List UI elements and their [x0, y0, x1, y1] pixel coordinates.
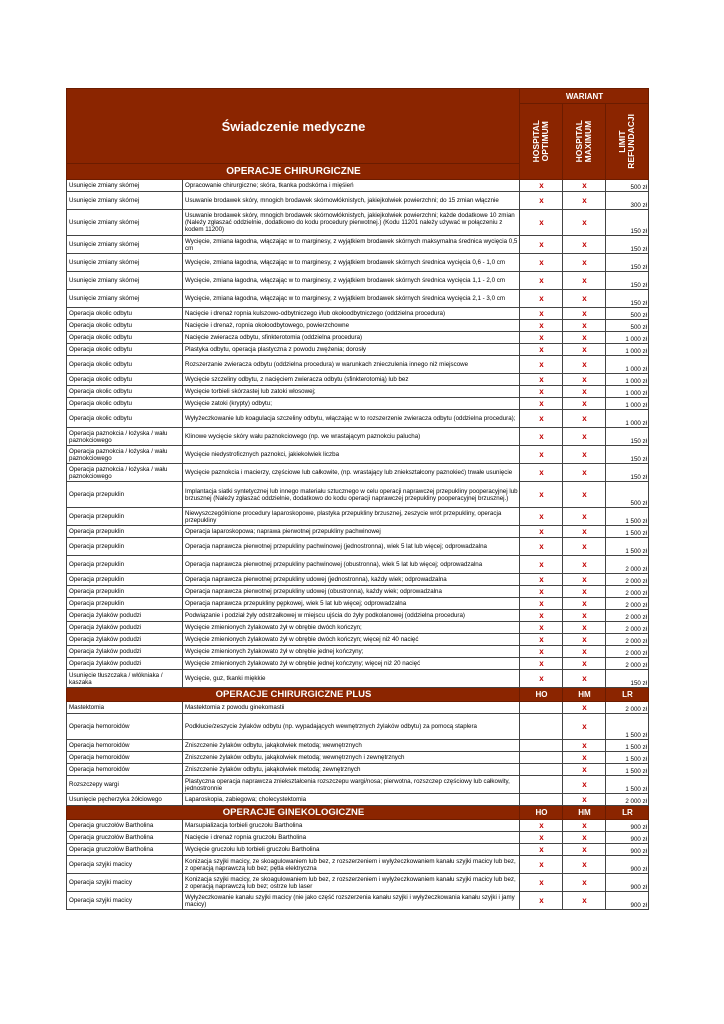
limit-cell: 2 000 zł — [606, 556, 649, 574]
col-hospital-maximum: HOSPITAL MAXIMUM — [563, 104, 606, 180]
limit-cell: 1 500 zł — [606, 752, 649, 764]
table-row — [67, 446, 649, 464]
table-row — [67, 586, 649, 598]
optimum-mark: x — [520, 410, 563, 428]
table-row — [67, 398, 649, 410]
section-col-hm: HM — [563, 806, 606, 820]
table-row — [67, 658, 649, 670]
procedure-cell: Wycięcie zmienionych żylakowato żył w obrębie jednej kończyny; więcej niż 20 nacięć — [183, 658, 520, 670]
maximum-mark: x — [563, 764, 606, 776]
optimum-mark: x — [520, 820, 563, 832]
maximum-mark: x — [563, 210, 606, 236]
limit-cell: 500 zł — [606, 482, 649, 508]
category-cell: Mastektomia — [67, 702, 183, 714]
limit-cell: 2 000 zł — [606, 610, 649, 622]
maximum-mark: x — [563, 586, 606, 598]
maximum-mark: x — [563, 254, 606, 272]
procedure-cell: Operacja laparoskopowa; naprawa pierwotnej przepukliny pachwinowej — [183, 526, 520, 538]
maximum-mark: x — [563, 714, 606, 740]
section-title: OPERACJE GINEKOLOGICZNE — [67, 806, 520, 820]
procedure-cell: Rozszerzanie zwieracza odbytu (oddzielna procedura) w warunkach znieczulenia innego niż miejscowe — [183, 356, 520, 374]
category-cell: Operacja okolic odbytu — [67, 386, 183, 398]
limit-cell: 150 zł — [606, 210, 649, 236]
maximum-mark: x — [563, 794, 606, 806]
maximum-mark: x — [563, 820, 606, 832]
limit-cell: 2 000 zł — [606, 634, 649, 646]
procedure-cell: Operacja naprawcza pierwotnej przepukliny pachwinowej (jednostronna), wiek 5 lat lub więcej; odprowadzalna — [183, 538, 520, 556]
limit-cell: 150 zł — [606, 290, 649, 308]
optimum-mark: x — [520, 308, 563, 320]
limit-cell: 500 zł — [606, 320, 649, 332]
procedure-cell: Plastyka odbytu, operacja plastyczna z powodu zwężenia; dorosły — [183, 344, 520, 356]
section-col-hm: HM — [563, 688, 606, 702]
table-row — [67, 210, 649, 236]
maximum-mark: x — [563, 634, 606, 646]
procedure-cell: Wycięcie, zmiana łagodna, włączając w to marginesy, z wyjątkiem brodawek skórnych średnica wycięcia 2,1 - 3,0 cm — [183, 290, 520, 308]
section-col-lr: LR — [606, 806, 649, 820]
optimum-mark: x — [520, 586, 563, 598]
optimum-mark: x — [520, 574, 563, 586]
limit-cell: 2 000 zł — [606, 586, 649, 598]
optimum-mark: x — [520, 254, 563, 272]
category-cell: Operacja okolic odbytu — [67, 308, 183, 320]
optimum-mark: x — [520, 556, 563, 574]
table-row — [67, 508, 649, 526]
table-row — [67, 794, 649, 806]
limit-cell: 150 zł — [606, 670, 649, 688]
benefits-document — [66, 88, 648, 910]
procedure-cell: Mastektomia z powodu ginekomastii — [183, 702, 520, 714]
limit-cell: 1 000 zł — [606, 332, 649, 344]
optimum-mark: x — [520, 180, 563, 192]
procedure-cell: Wycięcie paznokcia i macierzy, częściowe lub całkowite, (np. wrastający lub zniekształcony paznokieć) trwałe usunięcie — [183, 464, 520, 482]
limit-cell: 1 500 zł — [606, 740, 649, 752]
table-row — [67, 290, 649, 308]
table-row — [67, 874, 649, 892]
maximum-mark: x — [563, 574, 606, 586]
optimum-mark — [520, 764, 563, 776]
optimum-mark — [520, 702, 563, 714]
procedure-cell: Wycięcie, guz, tkanki miękkie — [183, 670, 520, 688]
table-row — [67, 832, 649, 844]
optimum-mark: x — [520, 290, 563, 308]
maximum-mark: x — [563, 740, 606, 752]
maximum-mark: x — [563, 752, 606, 764]
limit-cell: 150 zł — [606, 446, 649, 464]
table-row — [67, 634, 649, 646]
limit-cell: 1 500 zł — [606, 508, 649, 526]
procedure-cell: Zniszczenie żylaków odbytu, jakąkolwiek metodą; zewnętrznych — [183, 764, 520, 776]
limit-cell: 1 000 zł — [606, 398, 649, 410]
table-row — [67, 538, 649, 556]
procedure-cell: Wyłyżeczkowanie lub koagulacja szczeliny odbytu, włączając w to rozszerzenie zwieracza odbytu (oddzielna procedura); — [183, 410, 520, 428]
limit-cell: 150 zł — [606, 272, 649, 290]
maximum-mark: x — [563, 192, 606, 210]
limit-cell: 1 500 zł — [606, 776, 649, 794]
maximum-mark: x — [563, 832, 606, 844]
section-col-lr: LR — [606, 688, 649, 702]
limit-cell: 150 zł — [606, 254, 649, 272]
table-row — [67, 610, 649, 622]
procedure-cell: Wycięcie zmienionych żylakowato żył w obrębie dwóch kończyn; — [183, 622, 520, 634]
optimum-mark — [520, 776, 563, 794]
category-cell: Operacja żylaków podudzi — [67, 658, 183, 670]
optimum-mark: x — [520, 428, 563, 446]
optimum-mark: x — [520, 538, 563, 556]
maximum-mark: x — [563, 446, 606, 464]
category-cell: Operacja okolic odbytu — [67, 344, 183, 356]
optimum-mark: x — [520, 374, 563, 386]
limit-cell: 1 500 zł — [606, 764, 649, 776]
table-row — [67, 464, 649, 482]
procedure-cell: Podwiązanie i podział żyły odstrzałkowej w miejscu ujścia do żyły podkolanowej (oddzielna procedura) — [183, 610, 520, 622]
category-cell: Operacja szyjki macicy — [67, 856, 183, 874]
limit-cell: 900 zł — [606, 832, 649, 844]
category-cell: Usunięcie zmiany skórnej — [67, 290, 183, 308]
table-row — [67, 740, 649, 752]
limit-cell: 2 000 zł — [606, 702, 649, 714]
limit-cell: 500 zł — [606, 180, 649, 192]
maximum-mark: x — [563, 344, 606, 356]
optimum-mark: x — [520, 856, 563, 874]
table-row — [67, 702, 649, 714]
procedure-cell: Wycięcie torbieli skórzastej lub zatoki włosowej; — [183, 386, 520, 398]
table-row — [67, 308, 649, 320]
table-row — [67, 356, 649, 374]
optimum-mark — [520, 714, 563, 740]
category-cell: Usunięcie zmiany skórnej — [67, 254, 183, 272]
maximum-mark: x — [563, 308, 606, 320]
limit-cell: 1 500 zł — [606, 526, 649, 538]
limit-cell: 900 zł — [606, 874, 649, 892]
category-cell: Operacja przepuklin — [67, 508, 183, 526]
limit-cell: 2 000 zł — [606, 794, 649, 806]
maximum-mark: x — [563, 856, 606, 874]
limit-cell: 900 zł — [606, 892, 649, 910]
table-row — [67, 254, 649, 272]
maximum-mark: x — [563, 874, 606, 892]
category-cell: Operacja żylaków podudzi — [67, 610, 183, 622]
optimum-mark — [520, 794, 563, 806]
maximum-mark: x — [563, 508, 606, 526]
section-title: OPERACJE CHIRURGICZNE — [67, 164, 520, 180]
table-row — [67, 272, 649, 290]
optimum-mark: x — [520, 356, 563, 374]
category-cell: Operacja okolic odbytu — [67, 398, 183, 410]
procedure-cell: Wycięcie, zmiana łagodna, włączając w to marginesy, z wyjątkiem brodawek skórnych maksymalna średnica wycięcia 0,5 cm — [183, 236, 520, 254]
procedure-cell: Wycięcie zatoki (krypty) odbytu; — [183, 398, 520, 410]
procedure-cell: Wycięcie zmienionych żylakowato żył w obrębie dwóch kończyn; więcej niż 40 nacięć — [183, 634, 520, 646]
category-cell: Operacja szyjki macicy — [67, 874, 183, 892]
table-row — [67, 646, 649, 658]
optimum-mark: x — [520, 464, 563, 482]
limit-cell: 2 000 zł — [606, 598, 649, 610]
table-row — [67, 714, 649, 740]
optimum-mark: x — [520, 332, 563, 344]
procedure-cell: Wycięcie, zmiana łagodna, włączając w to marginesy, z wyjątkiem brodawek skórnych średnica wycięcia 1,1 - 2,0 cm — [183, 272, 520, 290]
table-row — [67, 556, 649, 574]
limit-cell: 900 zł — [606, 844, 649, 856]
table-row — [67, 386, 649, 398]
optimum-mark: x — [520, 658, 563, 670]
maximum-mark: x — [563, 386, 606, 398]
limit-cell: 2 000 zł — [606, 646, 649, 658]
optimum-mark: x — [520, 320, 563, 332]
procedure-cell: Operacja naprawcza przepukliny pępkowej, wiek 5 lat lub więcej; odprowadzalna — [183, 598, 520, 610]
procedure-cell: Implantacja siatki syntetycznej lub innego materiału sztucznego w celu operacji naprawczej przepukliny pooperacyjnej lub brzusznej (Należy zgłaszać oddzielnie, dodatkowo do kodu operacji naprawczej przepukliny pooperacyjnej brzusznej.) — [183, 482, 520, 508]
optimum-mark: x — [520, 386, 563, 398]
limit-cell: 500 zł — [606, 308, 649, 320]
category-cell: Operacja hemoroidów — [67, 764, 183, 776]
maximum-mark: x — [563, 598, 606, 610]
maximum-mark: x — [563, 320, 606, 332]
category-cell: Usunięcie zmiany skórnej — [67, 192, 183, 210]
category-cell: Operacja paznokcia / łożyska / wału paznokciowego — [67, 446, 183, 464]
section-title: OPERACJE CHIRURGICZNE PLUS — [67, 688, 520, 702]
procedure-cell: Konizacja szyjki macicy, ze skoagulowaniem lub bez, z rozszerzeniem i wyłyżeczkowaniem kanału szyjki macicy lub bez, z operacją naprawczą lub bez; ostrze lub laser — [183, 874, 520, 892]
category-cell: Operacja hemoroidów — [67, 740, 183, 752]
maximum-mark: x — [563, 844, 606, 856]
category-cell: Operacja paznokcia / łożyska / wału paznokciowego — [67, 428, 183, 446]
optimum-mark: x — [520, 236, 563, 254]
procedure-cell: Podkłucie/zeszycie żylaków odbytu (np. wypadających wewnętrznych żylaków odbytu) za pomocą staplera — [183, 714, 520, 740]
procedure-cell: Operacja naprawcza pierwotnej przepukliny udowej (obustronna), każdy wiek; odprowadzalna — [183, 586, 520, 598]
optimum-mark: x — [520, 832, 563, 844]
table-row — [67, 526, 649, 538]
category-cell: Rozszczepy wargi — [67, 776, 183, 794]
category-cell: Operacja hemoroidów — [67, 752, 183, 764]
category-cell: Operacja okolic odbytu — [67, 332, 183, 344]
procedure-cell: Wycięcie zmienionych żylakowato żył w obrębie jednej kończyny; — [183, 646, 520, 658]
limit-cell: 900 zł — [606, 820, 649, 832]
category-cell: Operacja gruczołów Bartholina — [67, 832, 183, 844]
category-cell: Operacja przepuklin — [67, 598, 183, 610]
maximum-mark: x — [563, 290, 606, 308]
maximum-mark: x — [563, 658, 606, 670]
table-row — [67, 752, 649, 764]
limit-cell: 1 000 zł — [606, 374, 649, 386]
procedure-cell: Klinowe wycięcie skóry wału paznokciowego (np. we wrastającym paznokciu palucha) — [183, 428, 520, 446]
category-cell: Operacja gruczołów Bartholina — [67, 844, 183, 856]
maximum-mark: x — [563, 646, 606, 658]
optimum-mark: x — [520, 508, 563, 526]
category-cell: Operacja gruczołów Bartholina — [67, 820, 183, 832]
table-row — [67, 574, 649, 586]
limit-cell: 300 zł — [606, 192, 649, 210]
table-row — [67, 192, 649, 210]
procedure-cell: Nacięcie i drenaż ropnia kulszowo-odbytniczego i/lub okołoodbytniczego (oddzielna procedura) — [183, 308, 520, 320]
table-row — [67, 892, 649, 910]
procedure-cell: Nacięcie zwieracza odbytu, sfinkterotomia (oddzielna procedura) — [183, 332, 520, 344]
category-cell: Operacja okolic odbytu — [67, 320, 183, 332]
maximum-mark: x — [563, 776, 606, 794]
category-cell: Operacja przepuklin — [67, 574, 183, 586]
category-cell: Usunięcie tłuszczaka / włókniaka / kaszaka — [67, 670, 183, 688]
category-cell: Usunięcie zmiany skórnej — [67, 210, 183, 236]
table-row — [67, 598, 649, 610]
table-row — [67, 344, 649, 356]
limit-cell: 1 000 zł — [606, 386, 649, 398]
table-row — [67, 856, 649, 874]
table-row — [67, 622, 649, 634]
limit-cell: 1 000 zł — [606, 344, 649, 356]
procedure-cell: Plastyczna operacja naprawcza zniekształcenia rozszczepu wargi/nosa; pierwotna, rozszczep częściowy lub całkowity, jednostronnie — [183, 776, 520, 794]
procedure-cell: Wycięcie szczeliny odbytu, z nacięciem zwieracza odbytu (sfinkterotomią) lub bez — [183, 374, 520, 386]
table-row — [67, 764, 649, 776]
procedure-cell: Operacja naprawcza pierwotnej przepukliny pachwinowej (obustronna), wiek 5 lat lub więcej; odprowadzalna — [183, 556, 520, 574]
category-cell: Usunięcie zmiany skórnej — [67, 236, 183, 254]
category-cell: Operacja przepuklin — [67, 586, 183, 598]
limit-cell: 1 500 zł — [606, 714, 649, 740]
category-cell: Operacja żylaków podudzi — [67, 634, 183, 646]
limit-cell: 2 000 zł — [606, 658, 649, 670]
optimum-mark — [520, 752, 563, 764]
maximum-mark: x — [563, 236, 606, 254]
section-col-ho: HO — [520, 806, 563, 820]
category-cell: Operacja żylaków podudzi — [67, 646, 183, 658]
maximum-mark: x — [563, 272, 606, 290]
maximum-mark: x — [563, 180, 606, 192]
procedure-cell: Operacja naprawcza pierwotnej przepukliny udowej (jednostronna), każdy wiek; odprowadzalna — [183, 574, 520, 586]
category-cell: Operacja okolic odbytu — [67, 356, 183, 374]
maximum-mark: x — [563, 538, 606, 556]
category-cell: Usunięcie zmiany skórnej — [67, 180, 183, 192]
procedure-cell: Nacięcie i drenaż, ropnia okołoodbytowego, powierzchowne — [183, 320, 520, 332]
optimum-mark: x — [520, 272, 563, 290]
maximum-mark: x — [563, 670, 606, 688]
optimum-mark: x — [520, 446, 563, 464]
procedure-cell: Wycięcie gruczołu lub torbieli gruczołu Bartholina — [183, 844, 520, 856]
maximum-mark: x — [563, 702, 606, 714]
maximum-mark: x — [563, 428, 606, 446]
procedure-cell: Zniszczenie żylaków odbytu, jakąkolwiek metodą; wewnętrznych — [183, 740, 520, 752]
category-cell: Operacja przepuklin — [67, 526, 183, 538]
optimum-mark: x — [520, 874, 563, 892]
procedure-cell: Konizacja szyjki macicy, ze skoagulowaniem lub bez, z rozszerzeniem i wyłyżeczkowaniem kanału szyjki macicy lub bez, z operacją naprawczą lub bez; pętla elektryczna — [183, 856, 520, 874]
category-cell: Operacja szyjki macicy — [67, 892, 183, 910]
category-cell: Operacja paznokcia / łożyska / wału paznokciowego — [67, 464, 183, 482]
optimum-mark: x — [520, 892, 563, 910]
optimum-mark: x — [520, 210, 563, 236]
optimum-mark: x — [520, 634, 563, 646]
procedure-cell: Laparoskopia, zabiegowa; cholecystektomia — [183, 794, 520, 806]
optimum-mark: x — [520, 610, 563, 622]
optimum-mark: x — [520, 598, 563, 610]
limit-cell: 150 zł — [606, 236, 649, 254]
optimum-mark: x — [520, 344, 563, 356]
limit-cell: 1 000 zł — [606, 356, 649, 374]
table-row — [67, 236, 649, 254]
maximum-mark: x — [563, 398, 606, 410]
table-row — [67, 374, 649, 386]
procedure-cell: Nacięcie i drenaż ropnia gruczołu Bartholina — [183, 832, 520, 844]
optimum-mark: x — [520, 670, 563, 688]
table-row — [67, 776, 649, 794]
limit-cell: 1 000 zł — [606, 410, 649, 428]
table-title: Świadczenie medyczne — [67, 89, 520, 164]
procedure-cell: Zniszczenie żylaków odbytu, jakąkolwiek metodą; wewnętrznych i zewnętrznych — [183, 752, 520, 764]
procedure-cell: Marsupializacja torbieli gruczołu Bartholina — [183, 820, 520, 832]
maximum-mark: x — [563, 410, 606, 428]
col-limit-refundacji: LIMIT REFUNDACJI — [606, 104, 649, 180]
section-header-row — [67, 806, 649, 820]
optimum-mark: x — [520, 844, 563, 856]
category-cell: Operacja hemoroidów — [67, 714, 183, 740]
table-row — [67, 180, 649, 192]
limit-cell: 900 zł — [606, 856, 649, 874]
maximum-mark: x — [563, 622, 606, 634]
category-cell: Usunięcie pęcherzyka żółciowego — [67, 794, 183, 806]
table-row — [67, 670, 649, 688]
category-cell: Operacja przepuklin — [67, 482, 183, 508]
maximum-mark: x — [563, 610, 606, 622]
procedure-cell: Niewyszczególnione procedury laparoskopowe, plastyka przepukliny brzusznej, zeszycie wrót przepukliny, operacja przepukliny — [183, 508, 520, 526]
optimum-mark: x — [520, 646, 563, 658]
optimum-mark: x — [520, 482, 563, 508]
optimum-mark: x — [520, 526, 563, 538]
category-cell: Operacja przepuklin — [67, 556, 183, 574]
maximum-mark: x — [563, 332, 606, 344]
maximum-mark: x — [563, 374, 606, 386]
category-cell: Operacja okolic odbytu — [67, 374, 183, 386]
table-row — [67, 482, 649, 508]
limit-cell: 2 000 zł — [606, 574, 649, 586]
table-row — [67, 844, 649, 856]
variant-header: WARIANT — [520, 89, 649, 104]
category-cell: Operacja przepuklin — [67, 538, 183, 556]
table-body — [67, 180, 649, 910]
procedure-cell: Opracowanie chirurgiczne; skóra, tkanka podskórna i mięśień — [183, 180, 520, 192]
category-cell: Operacja żylaków podudzi — [67, 622, 183, 634]
limit-cell: 150 zł — [606, 428, 649, 446]
maximum-mark: x — [563, 526, 606, 538]
maximum-mark: x — [563, 482, 606, 508]
section-col-ho: HO — [520, 688, 563, 702]
limit-cell: 150 zł — [606, 464, 649, 482]
table-row — [67, 410, 649, 428]
table-row — [67, 332, 649, 344]
table-row — [67, 320, 649, 332]
procedure-cell: Wyłyżeczkowanie kanału szyjki macicy (nie jako część rozszerzenia kanału szyjki i wyłyżeczkowania kanału szyjki i jamy macicy) — [183, 892, 520, 910]
optimum-mark: x — [520, 192, 563, 210]
table-row — [67, 820, 649, 832]
limit-cell: 1 500 zł — [606, 538, 649, 556]
category-cell: Operacja okolic odbytu — [67, 410, 183, 428]
procedure-cell: Usuwanie brodawek skóry, mnogich brodawek skórnowłóknistych, jakiejkolwiek powierzchni; każde dodatkowe 10 zmian (Należy zgłaszać oddzielnie, dodatkowo do kodu procedury pierwotnej.) (Kodu 11201 należy używać w połączeniu z kodem 11200) — [183, 210, 520, 236]
limit-cell: 2 000 zł — [606, 622, 649, 634]
procedure-cell: Wycięcie, zmiana łagodna, włączając w to marginesy, z wyjątkiem brodawek skórnych średnica wycięcia 0,6 - 1,0 cm — [183, 254, 520, 272]
maximum-mark: x — [563, 556, 606, 574]
procedure-cell: Usuwanie brodawek skóry, mnogich brodawek skórnowłóknistych, jakiejkolwiek powierzchni; do 15 zmian włącznie — [183, 192, 520, 210]
benefits-table — [66, 88, 649, 910]
optimum-mark: x — [520, 398, 563, 410]
optimum-mark: x — [520, 622, 563, 634]
procedure-cell: Wycięcie niedystroficznych paznokci, jakiekolwiek liczba — [183, 446, 520, 464]
col-hospital-optimum: HOSPITAL OPTIMUM — [520, 104, 563, 180]
maximum-mark: x — [563, 464, 606, 482]
maximum-mark: x — [563, 356, 606, 374]
maximum-mark: x — [563, 892, 606, 910]
optimum-mark — [520, 740, 563, 752]
section-header-row — [67, 688, 649, 702]
table-row — [67, 428, 649, 446]
category-cell: Usunięcie zmiany skórnej — [67, 272, 183, 290]
